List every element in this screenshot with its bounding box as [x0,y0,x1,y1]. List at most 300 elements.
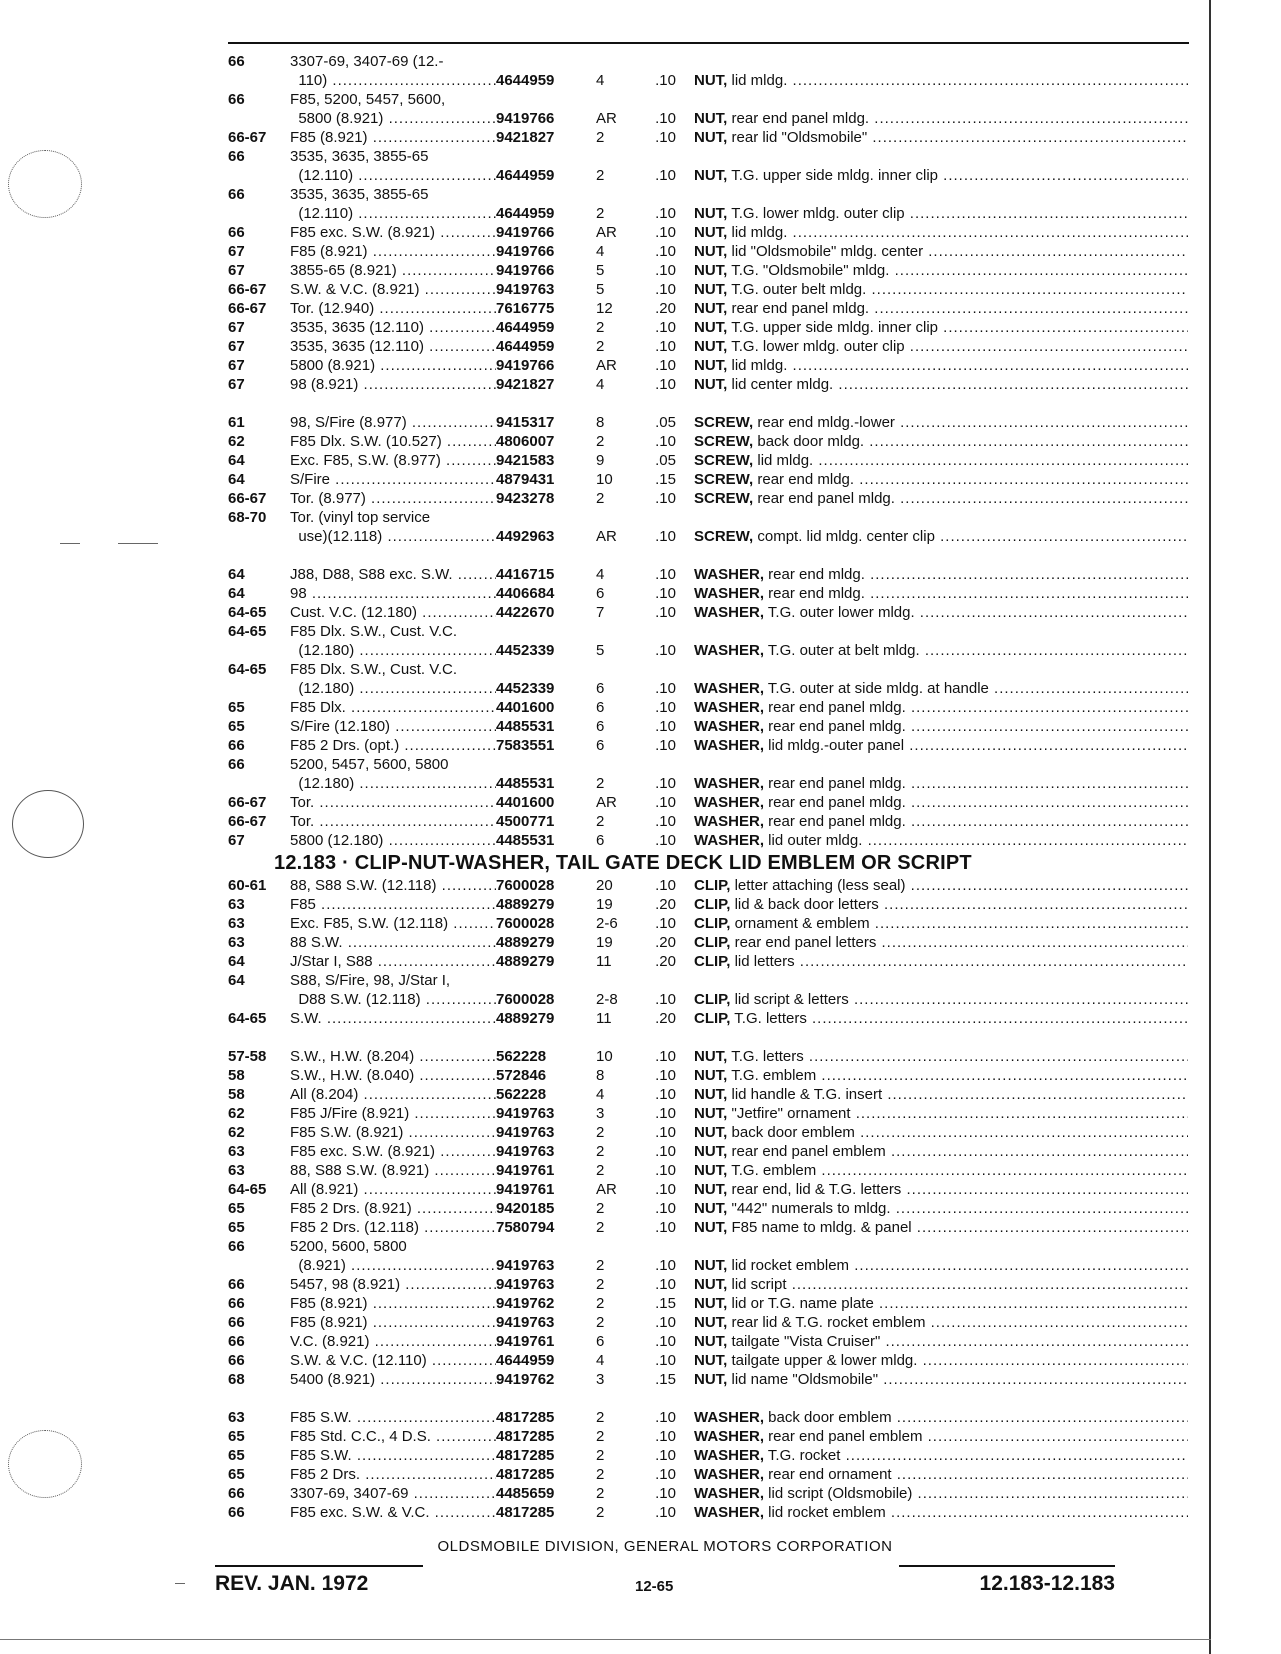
price-cell: .10 [655,1124,676,1141]
part-description: T.G. outer belt mldg. ..... [727,281,1188,298]
description-cell [694,876,1188,895]
price-cell: .10 [655,813,676,830]
part-number-cell: 4452339 [496,680,555,697]
description-cell [694,318,1188,337]
year-cell: 58 [228,1086,245,1103]
description-cell [694,603,1188,622]
part-number-cell: 9419761 [496,1333,555,1350]
part-description: T.G. emblem ..... [727,1162,1188,1179]
model-cell: 3535, 3635 (12.110) ..... [290,337,496,356]
description-cell [694,128,1188,147]
part-name: NUT, [694,224,728,241]
quantity-cell: AR [596,1181,617,1198]
quantity-cell: 20 [596,877,613,894]
year-cell: 67 [228,243,245,260]
quantity-cell: 12 [596,300,613,317]
quantity-cell [596,1237,636,1256]
model-cell: 3855-65 (8.921) ..... [290,261,496,280]
table-row [228,375,1188,394]
quantity-cell: 4 [596,72,605,89]
part-name: NUT, [694,376,728,393]
price-cell: .10 [655,167,676,184]
quantity-cell: 11 [596,953,612,970]
part-name: SCREW, [694,452,754,469]
price-cell: .10 [655,224,676,241]
part-number-cell: 9421583 [496,452,555,469]
table-row [228,584,1188,603]
description-cell [694,1332,1188,1351]
description-cell [694,660,1188,679]
price-cell: .15 [655,471,676,488]
quantity-cell: 2 [596,205,605,222]
description-cell [694,109,1188,128]
part-name: WASHER, [694,1466,765,1483]
table-row [228,1503,1188,1522]
description-cell [694,90,1188,109]
part-number-cell: 4485531 [496,832,555,849]
part-name: WASHER, [694,1504,765,1521]
year-cell: 65 [228,1219,245,1236]
quantity-cell: 4 [596,1086,605,1103]
quantity-cell: 2 [596,167,605,184]
price-cell [636,1237,694,1256]
model-cell: F85 (8.921) ..... [290,128,496,147]
part-name: SCREW, [694,528,754,545]
year-cell: 64-65 [228,1010,267,1027]
part-number-cell: 4806007 [496,433,555,450]
part-number-cell: 9419766 [496,262,555,279]
model-cell: (12.180) ..... [290,774,496,793]
part-number-cell: 4644959 [496,72,555,89]
table-row [228,1237,1188,1256]
table-row [228,1332,1188,1351]
price-cell: .15 [655,1371,676,1388]
part-number-cell: 4817285 [496,1428,555,1445]
table-row [228,1408,1188,1427]
part-name: WASHER, [694,1428,765,1445]
model-cell: 88, S88 S.W. (8.921) ..... [290,1161,496,1180]
part-name: SCREW, [694,471,754,488]
part-name: CLIP, [694,915,731,932]
scan-mark [175,1583,185,1584]
model-cell: (8.921) ..... [290,1256,496,1275]
part-description: "Jetfire" ornament ..... [727,1105,1188,1122]
scan-mark [118,543,158,544]
price-cell: .10 [655,991,676,1008]
part-description: lid script (Oldsmobile) ..... [764,1485,1188,1502]
part-description: T.G. rocket ..... [764,1447,1188,1464]
part-description: T.G. emblem ..... [727,1067,1188,1084]
part-name: NUT, [694,1371,728,1388]
table-row [228,603,1188,622]
description-cell [694,952,1188,971]
description-cell [694,641,1188,660]
year-cell: 66-67 [228,300,267,317]
description-cell [694,337,1188,356]
part-name: NUT, [694,1048,728,1065]
table-row [228,1446,1188,1465]
part-name: NUT, [694,205,728,222]
part-number-cell: 4889279 [496,934,555,951]
price-cell: .10 [655,490,676,507]
part-description: T.G. outer at belt mldg. ..... [764,642,1188,659]
year-cell: 66-67 [228,490,267,507]
part-number-cell [496,971,596,990]
quantity-cell: 5 [596,262,605,279]
description-cell [694,356,1188,375]
part-name: CLIP, [694,953,731,970]
year-cell: 64 [228,566,245,583]
quantity-cell [596,755,636,774]
year-cell: 62 [228,433,245,450]
price-cell: .20 [655,953,676,970]
model-cell: F85 ..... [290,895,496,914]
price-cell: .10 [655,1105,676,1122]
part-name: NUT, [694,1181,728,1198]
price-cell: .10 [655,699,676,716]
part-number-cell: 4485531 [496,775,555,792]
part-number-cell: 4889279 [496,1010,555,1027]
footer-section-range: 12.183-12.183 [979,1572,1115,1595]
price-cell: .10 [655,737,676,754]
model-cell: 5800 (8.921) ..... [290,356,496,375]
year-cell [228,774,290,793]
table-row [228,318,1188,337]
table-row [228,71,1188,90]
part-description: rear end panel mldg. ..... [727,110,1188,127]
table-row [228,1161,1188,1180]
quantity-cell: 4 [596,376,605,393]
price-cell [636,622,694,641]
description-cell [694,508,1188,527]
part-name: WASHER, [694,699,765,716]
year-cell: 67 [228,376,245,393]
group-gap [228,1389,1188,1408]
model-cell: S.W. & V.C. (12.110) ..... [290,1351,496,1370]
table-row [228,876,1188,895]
price-cell [636,90,694,109]
model-cell: F85 Dlx. S.W., Cust. V.C. [290,623,457,640]
model-cell: 88 S.W. ..... [290,933,496,952]
part-number-cell: 4889279 [496,896,555,913]
part-number-cell: 562228 [496,1048,547,1065]
price-cell: .05 [655,452,676,469]
quantity-cell: 6 [596,699,605,716]
table-row [228,914,1188,933]
quantity-cell: 2 [596,1200,605,1217]
part-description: F85 name to mldg. & panel ..... [727,1219,1188,1236]
description-cell [694,1370,1188,1389]
year-cell [228,527,290,546]
year-cell: 67 [228,832,245,849]
price-cell: .10 [655,915,676,932]
quantity-cell [596,971,636,990]
table-row [228,971,1188,990]
parts-list-part-1 [228,52,1188,850]
part-number-cell: 572846 [496,1067,547,1084]
year-cell: 67 [228,262,245,279]
year-cell: 63 [228,1143,245,1160]
table-row [228,831,1188,850]
table-row [228,242,1188,261]
part-number-cell [496,185,596,204]
part-number-cell: 4644959 [496,338,555,355]
model-cell: F85 Dlx. S.W., Cust. V.C. [290,661,457,678]
part-number-cell: 4485531 [496,718,555,735]
year-cell: 66 [228,1314,245,1331]
year-cell: 66 [228,1485,245,1502]
price-cell: .10 [655,1200,676,1217]
description-cell [694,736,1188,755]
price-cell [636,185,694,204]
part-name: NUT, [694,1352,728,1369]
part-name: WASHER, [694,642,765,659]
model-cell: (12.110) ..... [290,166,496,185]
price-cell: .10 [655,1067,676,1084]
part-name: NUT, [694,1067,728,1084]
table-row [228,1256,1188,1275]
part-name: NUT, [694,167,728,184]
year-cell: 66-67 [228,794,267,811]
page-bottom-edge [0,1639,1211,1640]
binder-hole [8,150,82,218]
description-cell [694,470,1188,489]
description-cell [694,280,1188,299]
year-cell: 64-65 [228,1181,267,1198]
table-row [228,812,1188,831]
part-number-cell: 9421827 [496,129,555,146]
model-cell: 3307-69, 3407-69 (12.- [290,53,444,70]
description-cell [694,679,1188,698]
part-name: CLIP, [694,1010,731,1027]
part-number-cell: 4889279 [496,953,555,970]
year-cell: 66 [228,186,245,203]
part-number-cell: 4817285 [496,1504,555,1521]
table-row [228,280,1188,299]
table-row [228,933,1188,952]
part-description: rear end panel mldg. ..... [753,490,1188,507]
quantity-cell: 2 [596,1314,605,1331]
description-cell [694,1066,1188,1085]
part-description: rear end mldg. ..... [764,585,1188,602]
table-row [228,1009,1188,1028]
quantity-cell: AR [596,224,617,241]
price-cell: .10 [655,1447,676,1464]
description-cell [694,1199,1188,1218]
table-row [228,128,1188,147]
year-cell: 63 [228,1162,245,1179]
part-number-cell: 9419762 [496,1295,555,1312]
part-description: lid mldg. ..... [753,452,1188,469]
part-number-cell: 4817285 [496,1447,555,1464]
model-cell: 3535, 3635 (12.110) ..... [290,318,496,337]
table-row [228,432,1188,451]
model-cell: F85 S.W. ..... [290,1408,496,1427]
price-cell: .10 [655,718,676,735]
model-cell: Tor. (12.940) ..... [290,299,496,318]
part-description: letter attaching (less seal) ..... [730,877,1188,894]
table-row [228,109,1188,128]
year-cell: 66 [228,737,245,754]
table-row [228,1351,1188,1370]
part-name: WASHER, [694,737,765,754]
model-cell: 98, S/Fire (8.977) ..... [290,413,496,432]
table-row [228,1294,1188,1313]
year-cell: 66 [228,1352,245,1369]
year-cell: 67 [228,357,245,374]
table-row [228,489,1188,508]
price-cell: .10 [655,243,676,260]
model-cell: S.W., H.W. (8.040) ..... [290,1066,496,1085]
year-cell: 64 [228,953,245,970]
part-number-cell: 9419766 [496,224,555,241]
table-row [228,1218,1188,1237]
model-cell: Tor. ..... [290,793,496,812]
part-name: WASHER, [694,813,765,830]
table-row [228,990,1188,1009]
table-row [228,774,1188,793]
part-number-cell: 4644959 [496,319,555,336]
description-cell [694,1256,1188,1275]
table-row [228,413,1188,432]
price-cell: .10 [655,1352,676,1369]
price-cell: .10 [655,110,676,127]
description-cell [694,432,1188,451]
part-description: T.G. letters ..... [727,1048,1188,1065]
year-cell: 66 [228,1276,245,1293]
description-cell [694,565,1188,584]
year-cell: 65 [228,1466,245,1483]
table-row [228,660,1188,679]
year-cell: 63 [228,934,245,951]
model-cell: 5800 (8.921) ..... [290,109,496,128]
parts-list-part-2 [228,876,1188,1522]
year-cell: 58 [228,1067,245,1084]
year-cell [228,71,290,90]
table-row [228,952,1188,971]
model-cell: F85 (8.921) ..... [290,242,496,261]
part-name: CLIP, [694,896,731,913]
price-cell: .10 [655,1086,676,1103]
description-cell [694,375,1188,394]
description-cell [694,413,1188,432]
quantity-cell [596,90,636,109]
footer-revision: REV. JAN. 1972 [215,1572,369,1595]
table-row [228,166,1188,185]
model-cell: 5200, 5600, 5800 [290,1238,407,1255]
description-cell [694,1484,1188,1503]
quantity-cell: 11 [596,1010,612,1027]
part-name: NUT, [694,319,728,336]
part-number-cell: 4406684 [496,585,555,602]
model-cell: 3307-69, 3407-69 ..... [290,1484,496,1503]
section-title: 12.183 · CLIP-NUT-WASHER, TAIL GATE DECK LID EMBLEM OR SCRIPT [274,852,972,874]
part-number-cell: 4422670 [496,604,555,621]
model-cell: J/Star I, S88 ..... [290,952,496,971]
part-name: WASHER, [694,604,765,621]
year-cell: 65 [228,1428,245,1445]
part-number-cell: 9419766 [496,357,555,374]
description-cell [694,1427,1188,1446]
footer-rule [899,1565,1115,1567]
description-cell [694,990,1188,1009]
description-cell [694,451,1188,470]
model-cell: Exc. F85, S.W. (12.118) ..... [290,914,496,933]
table-row [228,1047,1188,1066]
part-description: back door emblem ..... [764,1409,1188,1426]
part-number-cell [496,622,596,641]
price-cell: .10 [655,775,676,792]
part-description: back door mldg. ..... [753,433,1188,450]
quantity-cell: 2 [596,775,605,792]
year-cell [228,109,290,128]
model-cell: F85, 5200, 5457, 5600, [290,91,446,108]
price-cell: .10 [655,832,676,849]
table-row [228,1484,1188,1503]
part-number-cell: 9420185 [496,1200,555,1217]
part-name: NUT, [694,338,728,355]
model-cell: (12.180) ..... [290,641,496,660]
table-row [228,356,1188,375]
quantity-cell: 2 [596,1143,605,1160]
part-description: T.G. lower mldg. outer clip ..... [727,338,1188,355]
quantity-cell [596,508,636,527]
part-number-cell: 9421827 [496,376,555,393]
part-description: rear end panel mldg. ..... [764,794,1188,811]
year-cell: 66 [228,1504,245,1521]
year-cell [228,990,290,1009]
description-cell [694,1294,1188,1313]
model-cell: F85 2 Drs. (8.921) ..... [290,1199,496,1218]
quantity-cell: 2 [596,1295,605,1312]
part-name: WASHER, [694,566,765,583]
quantity-cell: 2 [596,129,605,146]
part-name: NUT, [694,1219,728,1236]
quantity-cell: 2 [596,1447,605,1464]
description-cell [694,299,1188,318]
part-description: rear lid "Oldsmobile" ..... [727,129,1188,146]
part-name: CLIP, [694,991,731,1008]
table-row [228,52,1188,71]
part-description: rear end mldg. ..... [764,566,1188,583]
description-cell [694,52,1188,71]
quantity-cell: 2 [596,1162,605,1179]
part-number-cell: 9419763 [496,1124,555,1141]
table-row [228,736,1188,755]
description-cell [694,1446,1188,1465]
part-number-cell: 9415317 [496,414,555,431]
price-cell [636,147,694,166]
part-number-cell [496,90,596,109]
description-cell [694,1123,1188,1142]
page-footer [215,1538,1115,1628]
part-description: rear end panel letters ..... [730,934,1188,951]
year-cell: 65 [228,718,245,735]
description-cell [694,717,1188,736]
year-cell: 68 [228,1371,245,1388]
year-cell: 64-65 [228,661,267,678]
model-cell: 88, S88 S.W. (12.118) ..... [290,876,496,895]
price-cell: .10 [655,680,676,697]
quantity-cell: 2 [596,1124,605,1141]
part-name: WASHER, [694,775,765,792]
year-cell [228,641,290,660]
year-cell: 61 [228,414,245,431]
table-row [228,470,1188,489]
price-cell: .10 [655,566,676,583]
part-description: lid mldg. ..... [727,357,1188,374]
description-cell [694,1313,1188,1332]
